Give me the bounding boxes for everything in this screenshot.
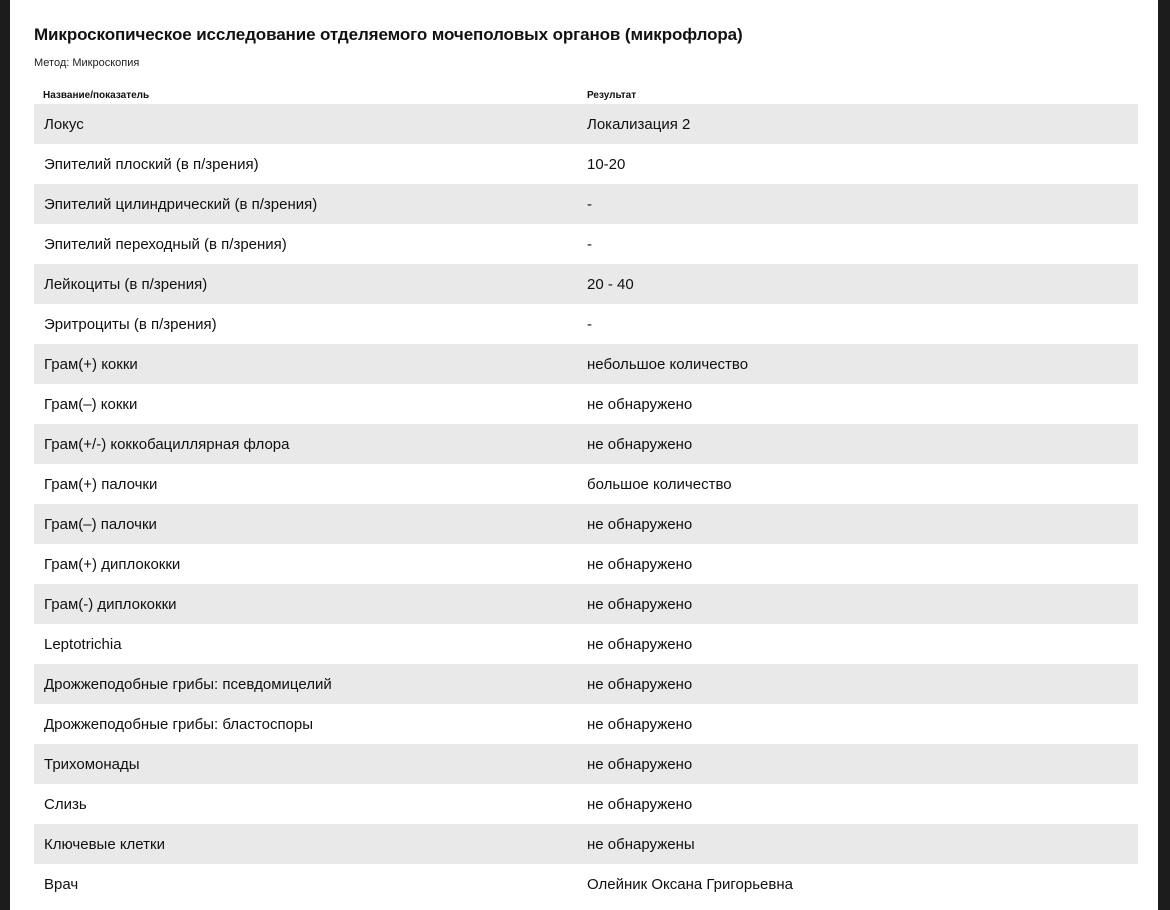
row-name: Грам(+) палочки [44, 475, 158, 493]
row-result: не обнаружены [587, 835, 695, 853]
table-row [34, 384, 1138, 424]
table-row [34, 424, 1138, 464]
row-result: не обнаружено [587, 795, 693, 813]
table-row [34, 104, 1138, 144]
table-row [34, 624, 1138, 664]
table-row [34, 824, 1138, 864]
table-row [34, 784, 1138, 824]
table-header [34, 86, 1138, 104]
row-result: не обнаружено [587, 595, 693, 613]
row-name: Грам(+) диплококки [44, 555, 181, 573]
row-result: Олейник Оксана Григорьевна [587, 875, 793, 893]
row-result: не обнаружено [587, 555, 693, 573]
row-name: Слизь [44, 795, 87, 813]
row-result: не обнаружено [587, 675, 693, 693]
row-name: Эпителий плоский (в п/зрения) [44, 155, 259, 173]
row-name: Эпителий переходный (в п/зрения) [44, 235, 287, 253]
report-page [10, 0, 1158, 910]
row-result: не обнаружено [587, 515, 693, 533]
row-name: Дрожжеподобные грибы: бластоспоры [44, 715, 314, 733]
row-name: Дрожжеподобные грибы: псевдомицелий [44, 675, 332, 693]
table-row [34, 584, 1138, 624]
row-name: Грам(–) кокки [44, 395, 138, 413]
row-name: Эпителий цилиндрический (в п/зрения) [44, 195, 318, 213]
row-name: Грам(-) диплококки [44, 595, 177, 613]
table-row [34, 144, 1138, 184]
row-result: не обнаружено [587, 715, 693, 733]
table-row [34, 704, 1138, 744]
row-name: Leptotrichia [44, 635, 122, 653]
column-header-name: Название/показатель [43, 89, 150, 101]
table-row [34, 864, 1138, 904]
row-result: не обнаружено [587, 435, 693, 453]
row-name: Грам(+/-) коккобациллярная флора [44, 435, 290, 453]
table-row [34, 504, 1138, 544]
row-result: небольшое количество [587, 355, 749, 373]
row-result: не обнаружено [587, 395, 693, 413]
row-result: большое количество [587, 475, 732, 493]
row-result: не обнаружено [587, 755, 693, 773]
table-row [34, 544, 1138, 584]
row-name: Эритроциты (в п/зрения) [44, 315, 217, 333]
row-result: 20 - 40 [587, 275, 634, 293]
row-name: Грам(+) кокки [44, 355, 138, 373]
row-name: Локус [44, 115, 84, 133]
row-result: - [587, 315, 592, 333]
table-row [34, 304, 1138, 344]
table-row [34, 464, 1138, 504]
row-result: Локализация 2 [587, 115, 691, 133]
row-result: - [587, 195, 592, 213]
row-result: не обнаружено [587, 635, 693, 653]
report-title: Микроскопическое исследование отделяемого мочеполовых органов (микрофлора) [34, 25, 743, 44]
table-row [34, 664, 1138, 704]
column-header-result: Результат [587, 89, 637, 101]
table-row [34, 184, 1138, 224]
row-name: Грам(–) палочки [44, 515, 157, 533]
row-result: - [587, 235, 592, 253]
row-name: Трихомонады [44, 755, 140, 773]
table-row [34, 264, 1138, 304]
results-table [34, 86, 1138, 904]
row-result: 10-20 [587, 155, 626, 173]
row-name: Врач [44, 875, 79, 893]
row-name: Ключевые клетки [44, 835, 165, 853]
table-row [34, 224, 1138, 264]
table-row [34, 344, 1138, 384]
method-label: Метод: Микроскопия [34, 57, 140, 69]
row-name: Лейкоциты (в п/зрения) [44, 275, 208, 293]
table-row [34, 744, 1138, 784]
